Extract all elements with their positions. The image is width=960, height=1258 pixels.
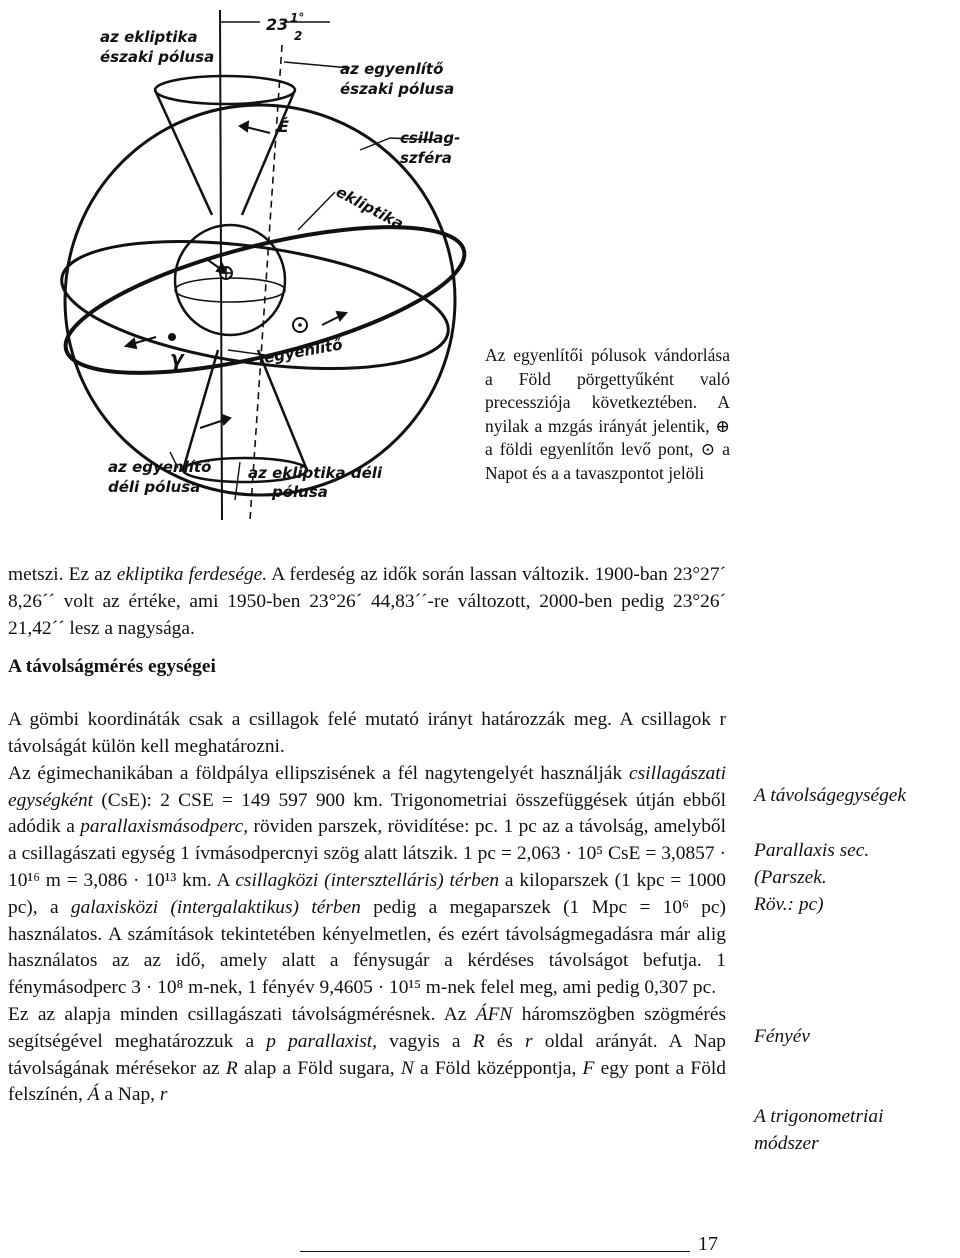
ecliptic-circle <box>60 197 477 403</box>
footer-rule <box>300 1251 690 1252</box>
precession-figure <box>60 0 480 540</box>
main-text <box>8 562 726 1109</box>
paragraph-trigonometric: Ez az alapja minden csillagászati távolságmérésnek. Az ÁFN háromszögben szögmérés segítségével meghatározzuk a p parallaxist, vagyis a R és r oldal arányát. A Nap távolságának mérésekor az R alap a Föld sugara, N a Föld középpontja, F egy pont a Föld felszínén, Á a Nap, r <box>8 1003 727 1106</box>
margin-note-trig-line1: A trigonometriai <box>754 1106 884 1127</box>
label-equator-north-2: északi pólusa <box>340 80 455 98</box>
label-angle-num: 1° <box>290 11 305 25</box>
label-equator-south-1: az egyenlítő <box>108 458 212 476</box>
margin-note-units-text: A távolságegységek <box>754 785 907 806</box>
page-number: 17 <box>698 1233 718 1255</box>
label-ecliptic: ekliptika <box>333 182 407 234</box>
label-ecliptic-north-1: az ekliptika <box>100 28 198 46</box>
label-gamma: γ <box>170 346 184 370</box>
label-angle-top: 23 <box>266 15 289 34</box>
margin-note-parsec-line1: Parallaxis sec. <box>754 840 870 861</box>
label-equator-south-2: déli pólusa <box>108 478 201 496</box>
paragraph-obliquity: metszi. Ez az ekliptika ferdesége. A ferdeség az idők során lassan változik. 1900-ban 23°27´ 8,26´´ volt az értéke, ami 1950-ben 23°26´ 44,83´´-re változott, 2000-ben pedig 23°26´ 21,42´´ lesz a nagysága. <box>8 564 727 639</box>
label-angle-den: 2 <box>294 29 303 43</box>
margin-note-lightyear <box>754 1024 954 1051</box>
label-e: É <box>278 117 289 136</box>
label-ecliptic-north-2: északi pólusa <box>100 48 215 66</box>
margin-note-trig <box>754 1104 954 1158</box>
upper-cone-rim <box>155 76 295 104</box>
equator-circle <box>60 220 456 389</box>
margin-note-units <box>754 783 954 810</box>
paragraph-coordinates: A gömbi koordináták csak a csillagok felé mutató irányt határozzák meg. A csillagok r távolságát külön kell meghatározni. <box>8 709 726 757</box>
margin-note-trig-line2: módszer <box>754 1132 819 1154</box>
margin-note-parsec-line3: Röv.: pc) <box>754 893 824 915</box>
label-ecliptic-south-2: pólusa <box>272 483 328 501</box>
margin-note-lightyear-text: Fényév <box>754 1026 810 1047</box>
caption-text: Az egyenlítői pólusok vándorlása a Föld pörgettyűként való precessziója következtében. A nyilak a mzgás irányát jelentik, ⊕ a földi egyenlítőn levő pont, ⊙ a Napot és a a tavaszpontot jelöli <box>485 345 730 483</box>
label-ecliptic-south-1: az ekliptika déli <box>248 464 383 482</box>
label-equator: egyenlítő <box>262 335 344 367</box>
section-heading: A távolságmérés egységei <box>8 656 216 678</box>
vernal-point-dot <box>168 333 176 341</box>
label-sphere-1: csillag- <box>400 129 461 147</box>
margin-note-parsec <box>754 838 954 918</box>
paragraph-units: Az égimechanikában a földpálya ellipszisének a fél nagytengelyét használják csillagászati egységként (CsE): 2 CSE = 149 597 900 km. Trigonometriai összefüggések útján ebből adódik a parallaxismásodperc, röviden parszek, rövidítése: pc. 1 pc az a távolság, amelyből a csillagászati egység 1 ívmásodpercnyi szög alatt látszik. 1 pc = 2,063 · 10⁵ CsE = 3,0857 · 10¹⁶ m = 3,086 · 10¹³ km. A csillagközi (intersztelláris) térben a kiloparszek (1 kpc = 1000 pc), a galaxisközi (intergalaktikus) térben pedig a megaparszek (1 Mpc = 10⁶ pc) használatos. A számítások tekintetében kényelmetlen, és ezért távolságmegadásra már alig használatos az az idő, amely alatt a fénysugár a kérdéses távolságot befutja. 1 fénymásodperc 3 · 10⁸ m-nek, 1 fényév 9,4605 · 10¹⁵ m-nek felel meg, ami pedig 0,307 pc. <box>8 762 726 999</box>
sun-icon <box>293 318 307 332</box>
label-sphere-2: szféra <box>400 149 452 167</box>
margin-note-parsec-line2: (Parszek. <box>754 866 827 888</box>
label-equator-north-1: az egyenlítő <box>340 60 444 78</box>
figure-caption <box>485 344 730 486</box>
